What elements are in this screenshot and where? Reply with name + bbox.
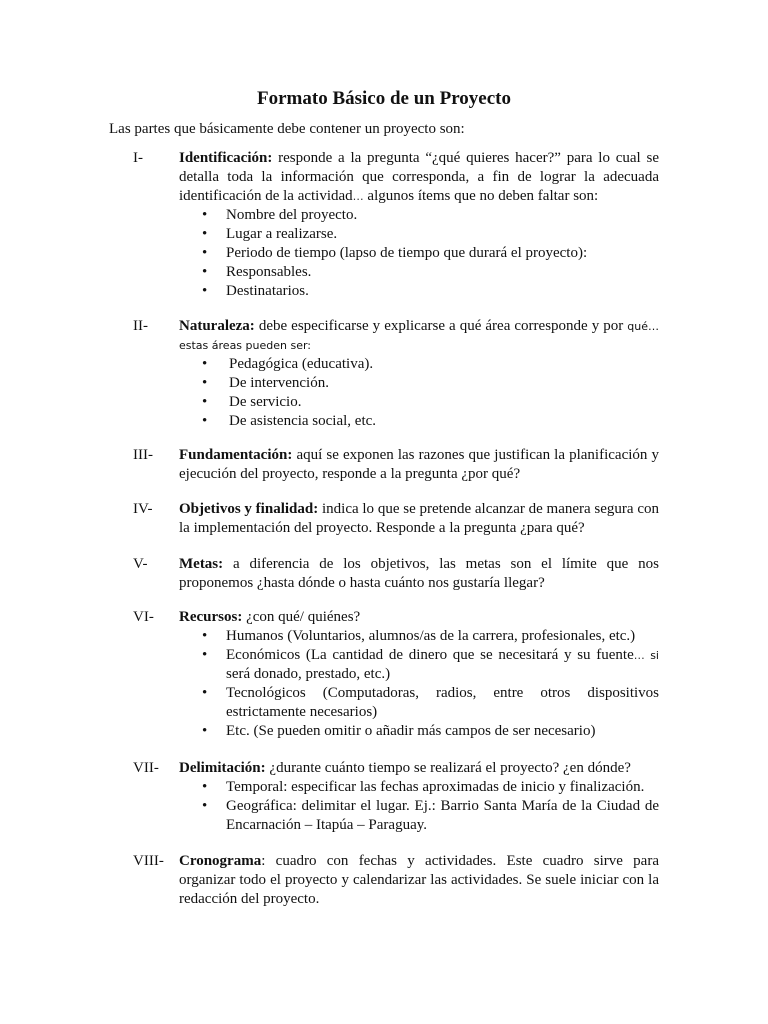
bullet-icon: • [202, 413, 208, 429]
section-number: VII- [133, 760, 159, 776]
section-heading: Fundamentación: [179, 447, 293, 463]
list-item: • Tecnológicos (Computadoras, radios, entre otros dispositivos estrictamente necesarios) [202, 685, 659, 720]
list-item: • De intervención. [202, 375, 329, 391]
bullet-icon: • [202, 628, 208, 644]
bullet-icon: • [202, 226, 208, 242]
intro-text: Las partes que básicamente debe contener un proyecto son: [109, 121, 465, 137]
section-text: ¿con qué/ quiénes? [242, 609, 361, 625]
bullet-icon: • [202, 685, 208, 701]
bullet-icon: • [202, 375, 208, 391]
bullet-icon: • [202, 283, 208, 299]
list-item: • Económicos (La cantidad de dinero que se necesitará y su fuente… si será donado, prestado, etc.) [202, 647, 659, 682]
list-item: • Geográfica: delimitar el lugar. Ej.: Barrio Santa María de la Ciudad de Encarnación – Itapúa – Paraguay. [202, 798, 659, 833]
section-heading: Naturaleza: [179, 318, 255, 334]
section-heading: Metas: [179, 556, 224, 572]
section-heading: Cronograma [179, 853, 262, 869]
section-number: III- [133, 447, 153, 463]
section-number: VIII- [133, 853, 164, 869]
ellipsis: … [633, 649, 645, 662]
bullet-icon: • [202, 207, 208, 223]
list-item: • Pedagógica (educativa). [202, 356, 374, 372]
list-item: • De servicio. [202, 394, 302, 410]
bullet-icon: • [202, 779, 208, 795]
section-text: responde a la pregunta “¿qué quieres hacer?” para lo cual se detalla toda la información que corresponda, a fin de lograr la adecuada identificación de la actividad [179, 150, 659, 204]
bullet-icon: • [202, 264, 208, 280]
section-number: IV- [133, 501, 153, 517]
list-item: • De asistencia social, etc. [202, 413, 377, 429]
list-item: • Etc. (Se pueden omitir o añadir más campos de ser necesario) [202, 723, 596, 739]
section-heading: Identificación: [179, 150, 273, 166]
bullet-list [179, 778, 659, 835]
section-text-continued: algunos ítems que no deben faltar son: [363, 188, 599, 204]
section-number: I- [133, 150, 143, 166]
section-number: VI- [133, 609, 154, 625]
page-title: Formato Básico de un Proyecto [257, 88, 511, 109]
list-item: • Nombre del proyecto. [202, 207, 358, 223]
section-text: debe especificarse y explicarse a qué área corresponde y por [254, 318, 628, 334]
section-heading: Objetivos y finalidad: [179, 501, 319, 517]
list-item: • Destinatarios. [202, 283, 309, 299]
ellipsis: … [352, 190, 364, 203]
bullet-list [179, 627, 659, 741]
list-item: • Temporal: especificar las fechas aproximadas de inicio y finalización. [202, 779, 645, 795]
section-heading: Delimitación: [179, 760, 266, 776]
list-item: • Responsables. [202, 264, 312, 280]
section-number: V- [133, 556, 148, 572]
bullet-icon: • [202, 245, 208, 261]
section-heading: Recursos: [179, 609, 243, 625]
bullet-icon: • [202, 394, 208, 410]
section-text: ¿durante cuánto tiempo se realizará el proyecto? ¿en dónde? [265, 760, 631, 776]
bullet-icon: • [202, 723, 208, 739]
bullet-list [179, 206, 659, 301]
section-number: II- [133, 318, 148, 334]
list-item: • Periodo de tiempo (lapso de tiempo que durará el proyecto): [202, 245, 588, 261]
section-text: indica lo que se pretende alcanzar de manera segura con la implementación del proyecto. Responde a la pregunta ¿para qué? [179, 501, 659, 536]
bullet-list [179, 355, 659, 431]
list-item: • Lugar a realizarse. [202, 226, 338, 242]
bullet-icon: • [202, 798, 208, 814]
bullet-icon: • [202, 647, 208, 663]
bullet-icon: • [202, 356, 208, 372]
section-text: : cuadro con fechas y actividades. Este cuadro sirve para organizar todo el proyecto y calendarizar las actividades. Se suele iniciar con la redacción del proyecto. [179, 853, 659, 907]
section-text-sans: qué… estas áreas pueden ser: [179, 320, 659, 352]
list-item: • Humanos (Voluntarios, alumnos/as de la carrera, profesionales, etc.) [202, 628, 636, 644]
section-text: a diferencia de los objetivos, las metas son el límite que nos proponemos ¿hasta dónde o hasta cuánto nos gustaría llegar? [179, 556, 659, 591]
section-text: aquí se exponen las razones que justifican la planificación y ejecución del proyecto, responde a la pregunta ¿por qué? [179, 447, 659, 482]
